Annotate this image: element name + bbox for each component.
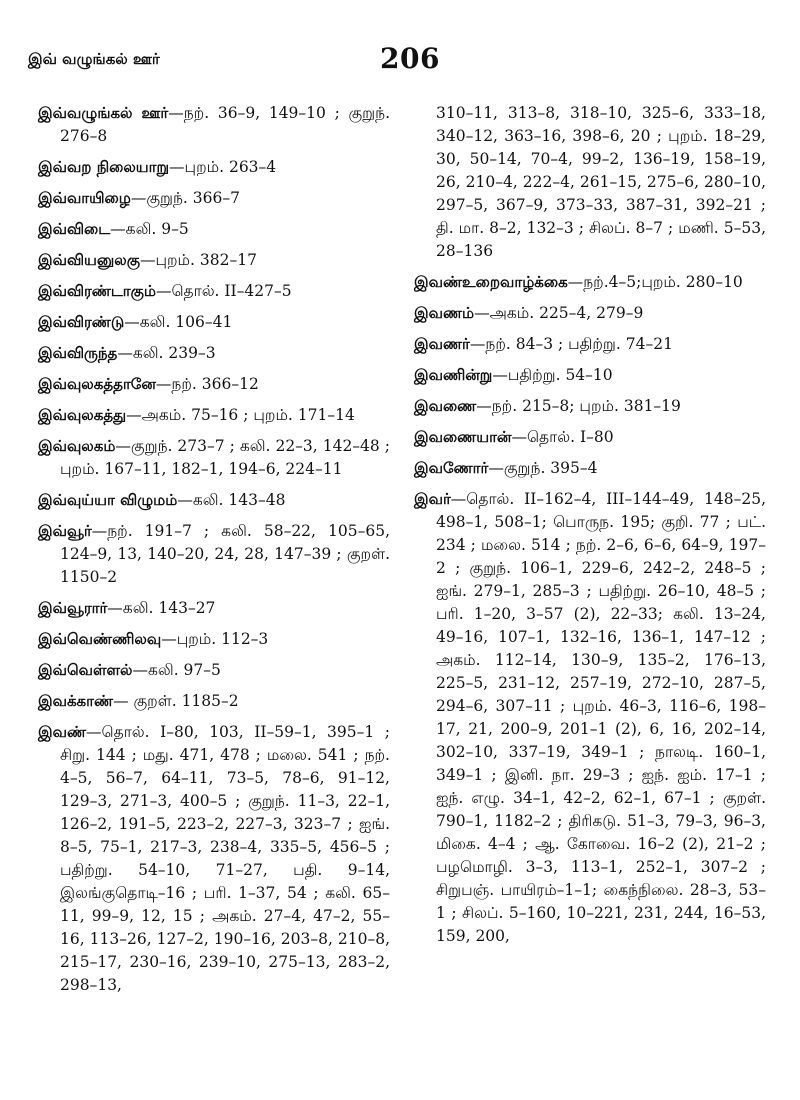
entry-references: 310–11, 313–8, 318–10, 325–6, 333–18, 340–12, 363–16, 398–6, 20 ; புறம். 18–29, 30, 50–14, 70–4, 99–2, 136–19, 158–19, 26, 210–4, 222–4, 261–15, 275–6, 280–10, 297–5, 367–9, 373–33, 387–31, 392–21 ; தி. மா. 8–2, 132–3 ; சிலப். 8–7 ; மணி. 5–53, 28–136 (436, 104, 766, 260)
entry-references: —தொல். II–427–5 (155, 282, 292, 300)
entry-headword: இவணோர் (414, 459, 489, 477)
index-entry (38, 249, 390, 272)
index-entry (414, 302, 766, 325)
index-entry (414, 364, 766, 387)
entry-references: —தொல். I–80, 103, II–59–1, 395–1 ; சிறு. 144 ; மது. 471, 478 ; மலை. 541 ; நற். 4–5, 56–7, 64–11, 73–5, 78–6, 91–12, 129–3, 271–3, 400–5 ; குறுந். 11–3, 22–1, 126–2, 191–5, 223–2, 227–3, 323–7 ; ஐங். 8–5, 75–1, 217–3, 238–4, 335–5, 456–5 ; பதிற்று. 54–10, 71–27, பதி. 9–14, இலங்குதொடி–16 ; பரி. 1–37, 54 ; கலி. 65–11, 99–9, 12, 15 ; அகம். 27–4, 47–2, 55–16, 113–26, 127–2, 190–16, 203–8, 210–8, 215–17, 230–16, 239–10, 275–13, 283–2, 298–13, (60, 723, 390, 994)
entry-references: —குறுந். 366–7 (130, 189, 240, 207)
entry-headword: இவ்விரண்டு (38, 313, 125, 331)
entry-references: —தொல். I–80 (511, 428, 614, 446)
entry-headword: இவ்வெண்ணிலவு (38, 630, 162, 648)
entry-headword: இவணர் (414, 335, 470, 353)
entry-headword: இவர் (414, 490, 451, 508)
page-number: 206 (380, 42, 440, 75)
entry-headword: இவ்வுய்யா விழுமம் (38, 491, 178, 509)
index-entry (414, 395, 766, 418)
entry-headword: இவணையான் (414, 428, 512, 446)
right-column (414, 102, 766, 956)
index-entry (38, 628, 390, 651)
index-entry (38, 435, 390, 481)
entry-references: —புறம். 263–4 (169, 158, 277, 176)
entry-references: —பதிற்று. 54–10 (492, 366, 613, 384)
entry-headword: இவ்வழுங்கல் ஊர் (38, 104, 169, 122)
index-entry (38, 342, 390, 365)
entry-references: —கலி. 143–48 (177, 491, 286, 509)
entry-headword: இவ்வியனுலகு (38, 251, 140, 269)
index-entry (414, 333, 766, 356)
entry-references: —கலி. 143–27 (107, 599, 216, 617)
index-entry (38, 721, 390, 997)
entry-references: —நற். 366–12 (155, 375, 259, 393)
entry-headword: இவ்வூர் (38, 522, 92, 540)
entry-references: — குறள். 1185–2 (113, 692, 239, 710)
index-entry (38, 280, 390, 303)
entry-references: —கலி. 9–5 (110, 220, 189, 238)
index-entry (414, 488, 766, 948)
entry-headword: இவ்வாயிழை (38, 189, 131, 207)
entry-headword: இவ்வூரார் (38, 599, 108, 617)
index-entry (414, 271, 766, 294)
index-entry (38, 489, 390, 512)
page-header (28, 40, 440, 80)
entry-references: —அகம். 225–4, 279–9 (474, 304, 644, 322)
entry-headword: இவணின்று (414, 366, 493, 384)
entry-headword: இவ்வுலகம் (38, 437, 116, 455)
entry-references: —நற். 215–8; புறம். 381–19 (476, 397, 681, 415)
entry-headword: இவ்விரண்டாகும் (38, 282, 156, 300)
index-entry (414, 457, 766, 480)
index-entry (414, 426, 766, 449)
entry-references: —குறுந். 395–4 (488, 459, 598, 477)
entry-headword: இவண்உறைவாழ்க்கை (414, 273, 568, 291)
entry-headword: இவ்வற நிலையாறு (38, 158, 170, 176)
entry-headword: இவ்வுலகத்து (38, 406, 127, 424)
entry-headword: இவக்காண் (38, 692, 114, 710)
index-entry (38, 690, 390, 713)
index-entry (38, 187, 390, 210)
entry-headword: இவண் (38, 723, 87, 741)
entry-references: —குறுந். 273–7 ; கலி. 22–3, 142–48 ; புறம். 167–11, 182–1, 194–6, 224–11 (60, 437, 390, 478)
index-entry (38, 311, 390, 334)
entry-references: —புறம். 112–3 (161, 630, 269, 648)
entry-references: —நற். 84–3 ; பதிற்று. 74–21 (469, 335, 673, 353)
entry-references: —நற்.4–5;புறம். 280–10 (567, 273, 743, 291)
entry-headword: இவ்விடை (38, 220, 111, 238)
index-entry (38, 102, 390, 148)
entry-references: —புறம். 382–17 (139, 251, 257, 269)
running-head: இவ் வழுங்கல் ஊர் (28, 50, 160, 68)
entry-references: —நற். 191–7 ; கலி. 58–22, 105–65, 124–9, 13, 140–20, 24, 28, 147–39 ; குறள். 1150–2 (60, 522, 390, 586)
entry-references: —கலி. 239–3 (117, 344, 216, 362)
index-entry (414, 102, 766, 263)
index-entry (38, 156, 390, 179)
entry-references: —அகம். 75–16 ; புறம். 171–14 (126, 406, 355, 424)
index-entry (38, 218, 390, 241)
index-entry (38, 404, 390, 427)
index-entry (38, 597, 390, 620)
entry-headword: இவ்வெள்ளல் (38, 661, 133, 679)
index-entry (38, 373, 390, 396)
entry-references: —நற். 36–9, 149–10 ; குறுந். 276–8 (60, 104, 391, 145)
entry-headword: இவ்வுலகத்தானே (38, 375, 156, 393)
entry-references: —கலி. 106–41 (124, 313, 233, 331)
left-column (38, 102, 390, 1005)
entry-headword: இவணை (414, 397, 477, 415)
index-entry (38, 659, 390, 682)
entry-references: —கலி. 97–5 (132, 661, 221, 679)
index-entry (38, 520, 390, 589)
entry-headword: இவணம் (414, 304, 475, 322)
entry-references: —தொல். II–162–4, III–144–49, 148–25, 498–1, 508–1; பொருந. 195; குறி. 77 ; பட். 234 ; மலை. 514 ; நற். 2–6, 6–6, 64–9, 197–2 ; குறுந். 106–1, 229–6, 242–2, 248–5 ; ஐங். 279–1, 285–3 ; பதிற்று. 26–10, 48–5 ; பரி. 1–20, 3–57 (2), 22–33; கலி. 13–24, 49–16, 107–1, 132–16, 136–1, 147–12 ; அகம். 112–14, 130–9, 135–2, 176–13, 225–5, 231–12, 257–19, 272–10, 287–5, 294–6, 307–11 ; புறம். 46–3, 116–6, 198–17, 21, 200–9, 201–1 (2), 6, 16, 202–14, 302–10, 337–19, 349–1 ; நாலடி. 160–1, 349–1 ; இனி. நா. 29–3 ; ஐந். ஐம். 17–1 ; ஐந். எழு. 34–1, 42–2, 62–1, 67–1 ; குறள். 790–1, 1182–2 ; திரிகடு. 51–3, 79–3, 96–3, மிகை. 4–4 ; ஆ. கோவை. 16–2 (2), 21–2 ; பழமொழி. 3–3, 113–1, 252–1, 307–2 ; சிறுபஞ். பாயிரம்–1–1; கைந்நிலை. 28–3, 53–1 ; சிலப். 5–160, 10–221, 231, 244, 16–53, 159, 200, (436, 490, 766, 945)
entry-headword: இவ்விருந்த (38, 344, 118, 362)
